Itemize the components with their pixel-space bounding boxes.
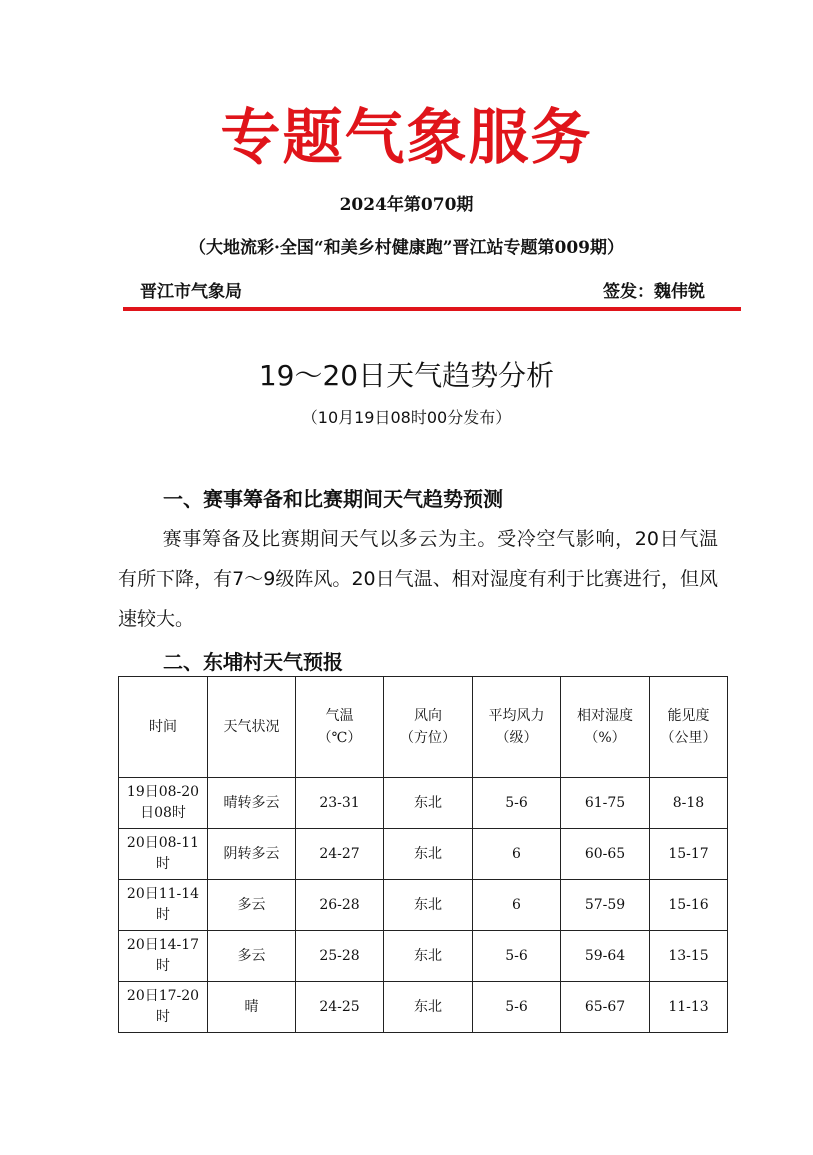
header-label: 时间	[149, 719, 177, 735]
header-unit: （级）	[495, 730, 538, 746]
time-text: 时	[156, 958, 170, 974]
time-text: 时	[156, 856, 170, 872]
table-header-cell	[561, 677, 650, 778]
cell-visibility: 13-15	[650, 931, 728, 982]
header-unit: （公里）	[660, 730, 717, 746]
table-row	[119, 931, 728, 982]
time-cell	[119, 778, 208, 829]
header-label: 天气状况	[223, 719, 280, 735]
table-row	[119, 880, 728, 931]
cell-wind: 5-6	[473, 778, 561, 829]
table-header-cell	[208, 677, 296, 778]
time-text: 19日08-20	[126, 784, 200, 800]
header-unit: （方位）	[400, 730, 456, 746]
publish-note: （10月19日08时00分发布）	[301, 408, 512, 427]
header-divider	[123, 307, 741, 311]
cell-weather: 阴转多云	[208, 829, 296, 880]
time-text: 20日14-17	[126, 937, 200, 953]
time-text: 20日17-20	[126, 988, 200, 1004]
cell-humidity: 65-67	[561, 982, 650, 1033]
page-title: 19～20日天气趋势分析	[258, 359, 555, 392]
time-cell	[119, 931, 208, 982]
header-label: 风向	[414, 708, 442, 724]
cell-temp: 23-31	[296, 778, 384, 829]
cell-wind: 5-6	[473, 982, 561, 1033]
cell-wind-dir: 东北	[384, 880, 473, 931]
time-text: 时	[156, 1009, 170, 1025]
time-cell	[119, 880, 208, 931]
cell-temp: 26-28	[296, 880, 384, 931]
cell-wind: 5-6	[473, 931, 561, 982]
section-body-forecast	[118, 519, 718, 639]
time-text: 日08时	[140, 805, 186, 821]
header-label: 气温	[325, 708, 354, 724]
time-cell	[119, 829, 208, 880]
cell-weather: 晴	[208, 982, 296, 1033]
header-unit: （℃）	[317, 730, 362, 746]
cell-weather: 晴转多云	[208, 778, 296, 829]
cell-visibility: 15-17	[650, 829, 728, 880]
cell-visibility: 15-16	[650, 880, 728, 931]
table-header-cell	[296, 677, 384, 778]
table-body	[119, 778, 728, 1033]
table-header-cell	[119, 677, 208, 778]
cell-humidity: 57-59	[561, 880, 650, 931]
cell-visibility: 11-13	[650, 982, 728, 1033]
time-text: 20日08-11	[126, 835, 200, 851]
cell-weather: 多云	[208, 931, 296, 982]
time-cell	[119, 982, 208, 1033]
section-heading-forecast: 一、赛事筹备和比赛期间天气趋势预测	[163, 487, 503, 511]
time-text: 20日11-14	[126, 886, 200, 902]
cell-wind: 6	[473, 880, 561, 931]
table-row	[119, 982, 728, 1033]
cell-weather: 多云	[208, 880, 296, 931]
table-row	[119, 829, 728, 880]
table-header-cell	[650, 677, 728, 778]
header-label: 相对湿度	[577, 708, 633, 724]
header-unit: （%）	[584, 730, 626, 746]
header-label: 能见度	[667, 708, 710, 724]
cell-visibility: 8-18	[650, 778, 728, 829]
section-body-text: 赛事筹备及比赛期间天气以多云为主。受冷空气影响，20日气温有所下降，有7～9级阵风。20日气温、相对湿度有利于比赛进行，但风速较大。	[118, 528, 718, 630]
signer: 签发：魏伟锐	[603, 282, 705, 302]
issue-number: 2024年第070期	[339, 195, 474, 215]
subtitle: （大地流彩·全国“和美乡村健康跑”晋江站专题第009期）	[189, 238, 624, 258]
section-heading-village: 二、东埔村天气预报	[163, 650, 343, 674]
forecast-table	[118, 676, 728, 1033]
cell-humidity: 60-65	[561, 829, 650, 880]
table-header-cell	[473, 677, 561, 778]
time-text: 时	[156, 907, 170, 923]
cell-wind-dir: 东北	[384, 982, 473, 1033]
cell-temp: 24-25	[296, 982, 384, 1033]
cell-wind-dir: 东北	[384, 931, 473, 982]
banner-title: 专题气象服务	[220, 103, 593, 173]
table-header-cell	[384, 677, 473, 778]
cell-temp: 24-27	[296, 829, 384, 880]
cell-humidity: 61-75	[561, 778, 650, 829]
cell-wind: 6	[473, 829, 561, 880]
table-row	[119, 778, 728, 829]
table-header-row	[119, 677, 728, 778]
cell-wind-dir: 东北	[384, 829, 473, 880]
cell-wind-dir: 东北	[384, 778, 473, 829]
cell-temp: 25-28	[296, 931, 384, 982]
issuing-organization: 晋江市气象局	[140, 282, 242, 302]
cell-humidity: 59-64	[561, 931, 650, 982]
header-label: 平均风力	[488, 708, 545, 724]
